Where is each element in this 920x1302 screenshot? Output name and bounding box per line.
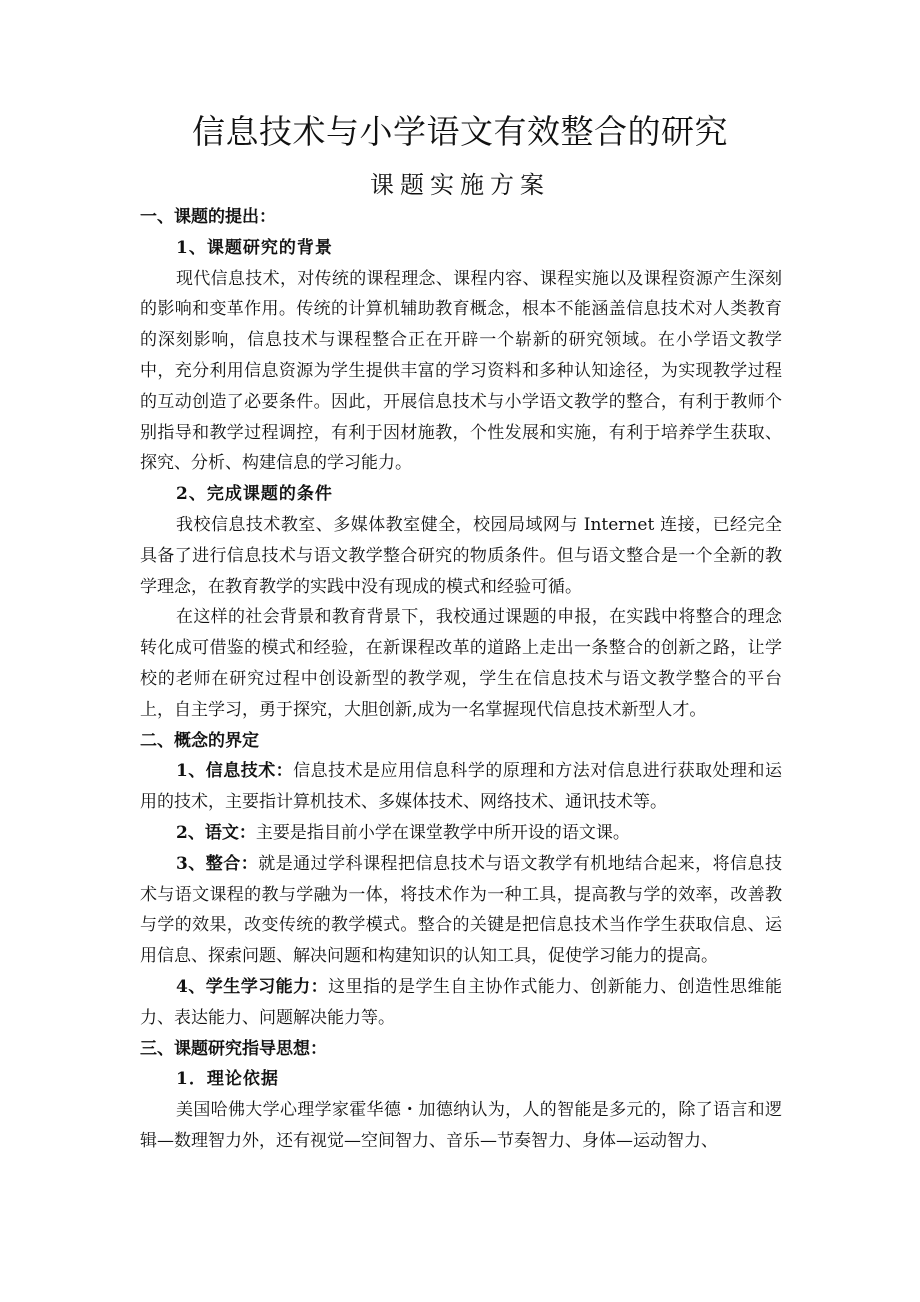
definition-term: 3、整合： <box>176 853 259 874</box>
definition-item <box>140 972 782 1034</box>
definition-item <box>140 818 782 849</box>
definition-term: 2、语文： <box>176 822 256 843</box>
paragraph-theory: 美国哈佛大学心理学家霍华德・加德纳认为，人的智能是多元的，除了语言和逻辑—数理智力外，还有视觉—空间智力、音乐—节奏智力、身体—运动智力、 <box>140 1100 782 1151</box>
document-title: 信息技术与小学语文有效整合的研究 <box>192 112 728 151</box>
definition-term: 4、学生学习能力： <box>176 976 329 997</box>
definition-text: 这里指的是学生自主协作式能力、创新能力、创造性思维能力、表达能力、问题解决能力等。 <box>140 976 782 1028</box>
definition-text: 信息技术是应用信息科学的原理和方法对信息进行获取处理和运用的技术，主要指计算机技术、多媒体技术、网络技术、通讯技术等。 <box>140 761 782 813</box>
paragraph-conditions: 我校信息技术教室、多媒体教室健全，校园局域网与 Internet 连接，已经完全具备了进行信息技术与语文教学整合研究的物质条件。但与语文整合是一个全新的教学理念，在教育教学的实践中没有现成的模式和经验可循。 <box>140 514 782 597</box>
subsection-heading-3-1: 1．理论依据 <box>176 1069 279 1090</box>
section-heading-3: 三、课题研究指导思想： <box>140 1038 327 1059</box>
section-heading-1: 一、课题的提出： <box>140 207 276 227</box>
subsection-heading-1-1: 1、课题研究的背景 <box>176 237 333 258</box>
paragraph-background: 现代信息技术，对传统的课程理念、课程内容、课程实施以及课程资源产生深刻的影响和变革作用。传统的计算机辅助教育概念，根本不能涵盖信息技术对人类教育的深刻影响，信息技术与课程整合正在开辟一个崭新的研究领域。在小学语文教学中，充分利用信息资源为学生提供丰富的学习资料和多种认知途径，为实现教学过程的互动创造了必要条件。因此，开展信息技术与小学语文教学的整合，有利于教师个别指导和教学过程调控，有利于因材施教，个性发展和实施，有利于培养学生获取、探究、分析、构建信息的学习能力。 <box>140 268 782 474</box>
subsection-heading-1-2: 2、完成课题的条件 <box>176 484 333 505</box>
definition-text: 就是通过学科课程把信息技术与语文教学有机地结合起来，将信息技术与语文课程的教与学融为一体，将技术作为一种工具，提高教与学的效率，改善教与学的效果，改变传统的教学模式。整合的关键是把信息技术当作学生获取信息、运用信息、探索问题、解决问题和构建知识的认知工具，促使学习能力的提高。 <box>140 853 782 967</box>
document-subtitle: 课题实施方案 <box>370 171 550 199</box>
document-body <box>140 202 782 1157</box>
definition-item <box>140 756 782 818</box>
section-heading-2: 二、概念的界定 <box>140 730 259 751</box>
definition-term: 1、信息技术： <box>176 761 294 782</box>
paragraph-context: 在这样的社会背景和教育背景下，我校通过课题的申报，在实践中将整合的理念转化成可借鉴的模式和经验，在新课程改革的道路上走出一条整合的创新之路，让学校的老师在研究过程中创设新型的教学观，学生在信息技术与语文教学整合的平台上，自主学习，勇于探究，大胆创新,成为一名掌握现代信息技术新型人才。 <box>140 607 782 720</box>
definition-text: 主要是指目前小学在课堂教学中所开设的语文课。 <box>255 822 630 843</box>
definition-item <box>140 849 782 972</box>
